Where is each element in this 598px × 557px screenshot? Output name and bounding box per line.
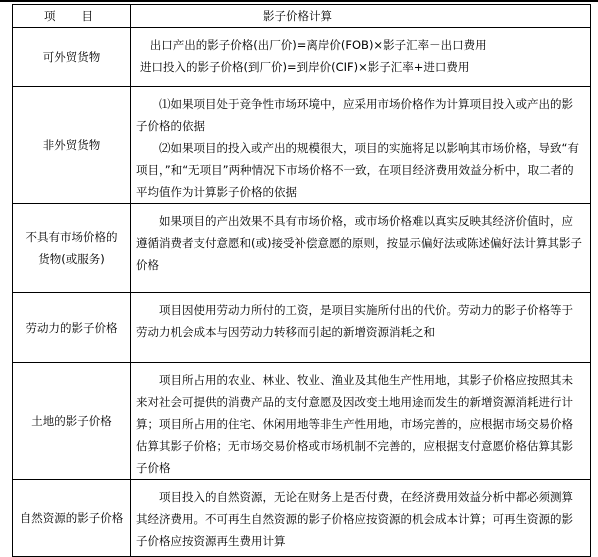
calc-line: 项目因使用劳动力所付的工资，是项目实施所付出的代价。劳动力的影子价格等于劳动力机会成本与因劳动力转移而引起的新增资源消耗之和: [136, 303, 573, 339]
header-item: 项目: [13, 5, 131, 28]
table-row: [13, 363, 591, 480]
calc-line: 项目所占用的农业、林业、牧业、渔业及其他生产性用地，其影子价格应按照其未来对社会可提供的消费产品的支付意愿及因改变土地用途而发生的新增资源消耗进行计算；项目所占用的住宅、休闲用地等非生产性用地，市场完善的，应根据市场交易价格估算其影子价格；无市场交易价格或市场机制不完善的，应根据支付意愿价格估算其影子价格: [136, 373, 573, 475]
table-row: [13, 480, 591, 557]
table-header-row: [13, 5, 591, 28]
header-calc: 影子价格计算: [131, 5, 591, 28]
category-cell: [13, 204, 131, 293]
table-row: [13, 204, 591, 293]
calc-line: 如果项目的产出效果不具有市场价格，或市场价格难以真实反映其经济价值时，应遵循消费者支付意愿和(或)接受补偿意愿的原则，按显示偏好法或陈述偏好法计算其影子价格: [136, 214, 582, 272]
calc-cell: [131, 204, 591, 293]
category-cell: 可外贸货物: [13, 28, 131, 87]
category-cell: 土地的影子价格: [13, 363, 131, 480]
calc-line: 进口投入的影子价格(到厂价)=到岸价(CIF)×影子汇率+进口费用: [140, 60, 470, 74]
top-border-line: [0, 0, 598, 2]
category-cell: 劳动力的影子价格: [13, 293, 131, 363]
calc-line: 项目投入的自然资源，无论在财务上是否付费，在经济费用效益分析中都必须测算其经济费用。不可再生自然资源的影子价格应按资源的机会成本计算；可再生资源的影子价格应按资源再生费用计算: [136, 490, 573, 548]
category-line: 不具有市场价格的: [25, 230, 118, 244]
calc-cell: [131, 363, 591, 480]
calc-line: ⑵如果项目的投入或产出的规模很大，项目的实施将足以影响其市场价格，导致“有项目，”和“无项目”两种情况下市场价格不一致，在项目经济费用效益分析中，取二者的平均值作为计算影子价格的依据: [136, 141, 579, 199]
calc-line: ⑴如果项目处于竞争性市场环境中，应采用市场价格作为计算项目投入或产出的影子价格的依据: [136, 97, 573, 133]
calc-cell: [131, 480, 591, 557]
category-cell: 自然资源的影子价格: [13, 480, 131, 557]
category-line: 货物(或服务): [38, 252, 105, 266]
calc-cell: [131, 293, 591, 363]
calc-cell: [131, 28, 591, 87]
calc-line: 出口产出的影子价格(出厂价)=离岸价(FOB)×影子汇率－出口费用: [149, 38, 487, 52]
shadow-price-table: [12, 4, 591, 557]
calc-cell: [131, 87, 591, 204]
category-cell: 非外贸货物: [13, 87, 131, 204]
table-row: [13, 87, 591, 204]
table-row: [13, 293, 591, 363]
table-row: [13, 28, 591, 87]
